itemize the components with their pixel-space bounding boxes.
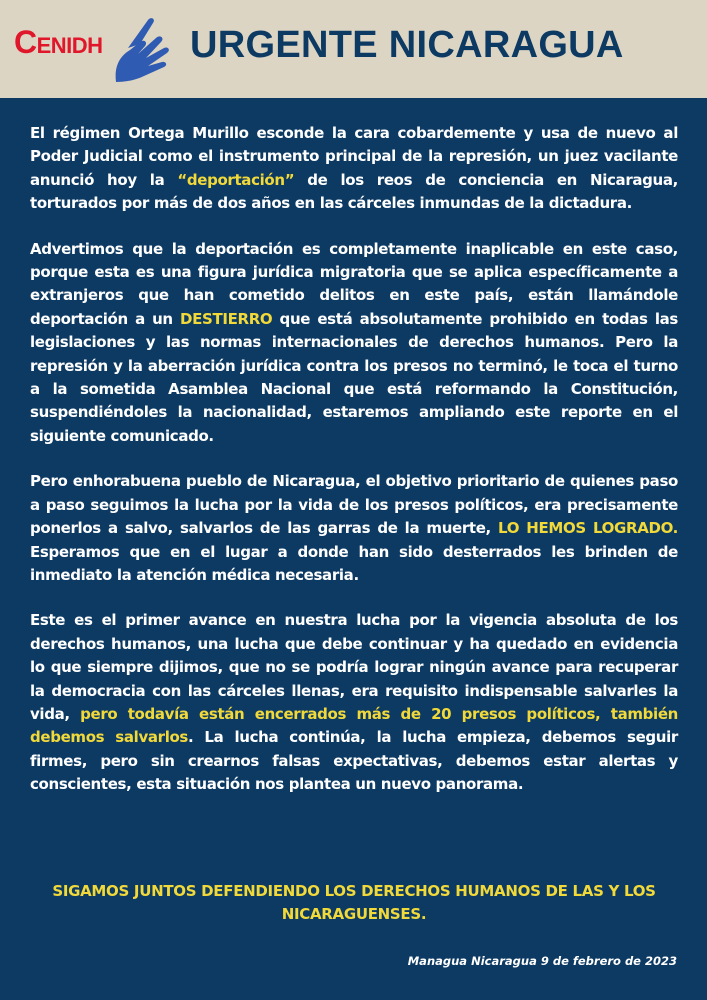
- cenidh-logo: [14, 12, 164, 84]
- hand-logo-icon: [110, 12, 172, 84]
- paragraph-text: El régimen Ortega Murillo esconde la cara cobardemente y usa de nuevo al Poder Judicial como el instrumento principal de la represión, un juez vacilante anunció hoy la: [30, 124, 678, 189]
- header-banner: [0, 0, 707, 98]
- logo-text: CENIDH: [14, 24, 103, 60]
- paragraph: [30, 470, 678, 587]
- page-title: URGENTE NICARAGUA: [190, 24, 624, 66]
- highlighted-text: “deportación”: [177, 170, 295, 189]
- closing-statement: SIGAMOS JUNTOS DEFENDIENDO LOS DERECHOS HUMANOS DE LAS Y LOS NICARAGUENSES.: [52, 882, 656, 924]
- statement-body: [30, 122, 678, 819]
- highlighted-text: LO HEMOS LOGRADO.: [498, 519, 678, 538]
- paragraph-text: . La lucha continúa, la lucha empieza, debemos seguir firmes, pero sin crearnos falsas expectativas, debemos estar alertas y conscientes, esta situación nos plantea un nuevo panorama.: [30, 728, 678, 794]
- paragraph-text: Pero enhorabuena pueblo de Nicaragua, el objetivo prioritario de quienes paso a paso seguimos la lucha por la vida de los presos políticos, era precisamente ponerlos a salvo, salvarlos de las garras de la muerte,: [30, 472, 678, 538]
- paragraph: [30, 122, 678, 216]
- paragraph-text: Este es el primer avance en nuestra lucha por la vigencia absoluta de los derechos humanos, una lucha que debe continuar y ha quedado en evidencia lo que siempre dijimos, que no se podría lograr ningún avance para recuperar la democracia con las cárceles llenas, era requisito indispensable salvarles la vida,: [30, 611, 678, 723]
- paragraph: [30, 238, 678, 449]
- paragraph-text: Esperamos que en el lugar a donde han sido desterrados les brinden de inmediato la atención médica necesaria.: [30, 542, 678, 584]
- highlighted-text: DESTIERRO: [180, 309, 273, 328]
- paragraph: [30, 609, 678, 796]
- paragraph-text: que está absolutamente prohibido en todas las legislaciones y las normas internacionales de derechos humanos. Pero la represión y la aberración jurídica contra los presos no terminó, le toca el turno a la sometida Asamblea Nacional que está reformando la Constitución, suspendiéndoles la nacionalidad, estaremos ampliando este reporte en el siguiente comunicado.: [30, 309, 678, 445]
- paragraph-text: de los reos de conciencia en Nicaragua, torturados por más de dos años en las cárceles inmundas de la dictadura.: [30, 170, 678, 213]
- signature-date: Managua Nicaragua 9 de febrero de 2023: [407, 954, 677, 968]
- highlighted-text: pero todavía están encerrados más de 20 presos políticos, también debemos salvarlos: [30, 704, 678, 747]
- paragraph-text: Advertimos que la deportación es completamente inaplicable en este caso, porque esta es una figura jurídica migratoria que se aplica específicamente a extranjeros que han cometido delitos en este país, están llamándole deportación a un: [30, 239, 678, 328]
